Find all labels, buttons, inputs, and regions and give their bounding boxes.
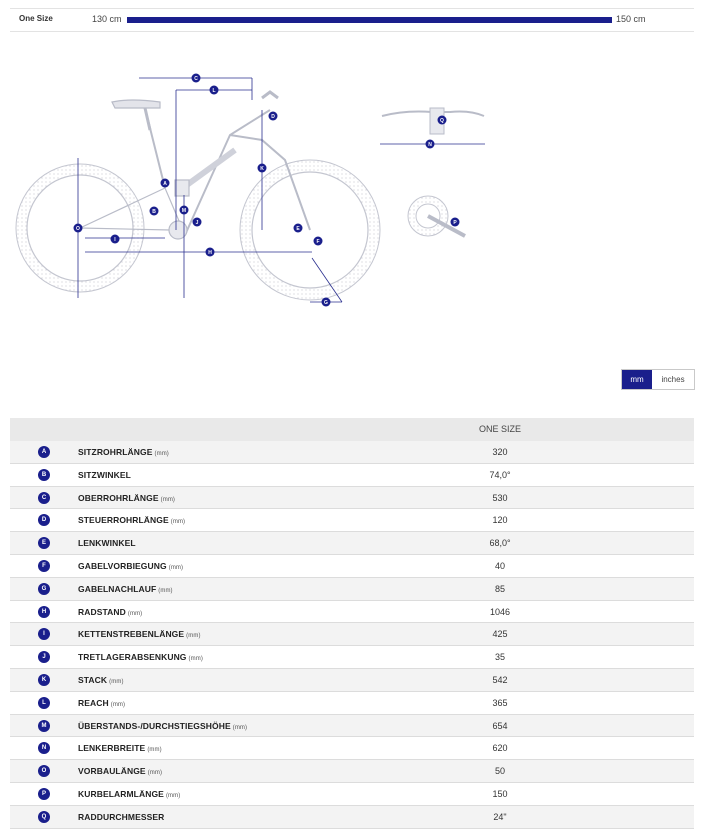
measurement-value: 35 — [494, 652, 505, 663]
chainring-drawing — [408, 196, 465, 236]
row-letter-badge: L — [38, 697, 50, 709]
measurement-value: 654 — [492, 720, 508, 731]
measurement-label: GABELNACHLAUF — [78, 583, 157, 594]
measurement-value: 542 — [492, 674, 508, 685]
row-letter-badge: C — [38, 492, 50, 504]
measurement-value: 425 — [492, 629, 508, 640]
dimension-badge-a — [161, 179, 170, 188]
measurement-label: TRETLAGERABSENKUNG — [78, 652, 187, 663]
table-row — [10, 441, 694, 464]
table-header — [10, 418, 694, 441]
size-min-label: 130 cm — [92, 14, 122, 24]
dimension-badge-d — [269, 112, 278, 121]
dimension-badge-e — [294, 224, 303, 233]
dimension-badge-o — [74, 224, 83, 233]
measurement-name — [78, 812, 164, 822]
size-range-bar — [10, 8, 694, 32]
table-row — [10, 646, 694, 669]
measurement-unit: (mm) — [232, 724, 248, 731]
measurement-label: STEUERROHRLÄNGE — [78, 515, 169, 526]
row-letter-badge: K — [38, 674, 50, 686]
row-letter-badge: I — [38, 628, 50, 640]
dimension-badge-n — [426, 140, 435, 149]
measurement-label: RADSTAND — [78, 606, 126, 617]
measurement-unit: (mm) — [188, 656, 203, 663]
measurement-label: SITZWINKEL — [78, 469, 131, 480]
svg-text:I: I — [114, 236, 116, 243]
size-label: One Size — [19, 14, 53, 23]
measurement-value: 24" — [493, 811, 507, 822]
table-row — [10, 783, 694, 806]
svg-text:D: D — [271, 113, 275, 120]
measurement-label: LENKERBREITE — [78, 743, 146, 754]
table-row — [10, 487, 694, 510]
svg-text:M: M — [181, 207, 187, 214]
table-row — [10, 692, 694, 715]
measurement-value: 50 — [494, 766, 505, 777]
table-row — [10, 578, 694, 601]
svg-text:J: J — [195, 219, 199, 226]
measurement-value: 320 — [492, 447, 508, 457]
measurement-name — [78, 561, 183, 571]
row-letter-badge: O — [38, 765, 50, 777]
row-letter-badge: Q — [38, 811, 50, 823]
measurement-name — [78, 629, 201, 639]
row-letter-badge: D — [38, 514, 50, 526]
svg-text:B: B — [152, 208, 156, 215]
dimension-badge-q — [438, 116, 447, 125]
table-row — [10, 715, 694, 738]
measurement-value: 1046 — [489, 606, 511, 617]
unit-mm-button[interactable]: mm — [622, 370, 652, 389]
measurement-unit: (mm) — [158, 587, 173, 594]
measurement-unit: (mm) — [154, 451, 169, 457]
measurement-unit: (mm) — [127, 610, 143, 617]
table-row — [10, 737, 694, 760]
dimension-badge-h — [206, 248, 215, 257]
table-body — [10, 441, 694, 829]
svg-text:Q: Q — [440, 117, 444, 124]
size-track — [127, 17, 612, 23]
measurement-label: ÜBERSTANDS-/DURCHSTIEGSHÖHE — [78, 720, 231, 731]
row-letter-badge: E — [38, 537, 50, 549]
measurement-value: 40 — [494, 560, 505, 571]
row-letter-badge: G — [38, 583, 50, 595]
dimension-badge-g — [322, 298, 331, 307]
measurement-name — [78, 743, 162, 753]
row-letter-badge: N — [38, 742, 50, 754]
row-letter-badge: M — [38, 720, 50, 732]
svg-text:O: O — [76, 225, 80, 232]
measurement-label: OBERROHRLÄNGE — [78, 492, 159, 503]
dimension-badge-c — [192, 74, 201, 83]
measurement-name — [78, 721, 247, 731]
table-row — [10, 555, 694, 578]
measurement-label: STACK — [78, 674, 108, 685]
table-row — [10, 464, 694, 487]
svg-text:G: G — [324, 299, 328, 306]
measurement-unit: (mm) — [147, 770, 163, 777]
dimension-badge-b — [150, 207, 159, 216]
measurement-unit: (mm) — [110, 701, 126, 708]
dimension-badge-k — [258, 164, 267, 173]
measurement-unit: (mm) — [168, 564, 184, 571]
dimension-badge-p — [451, 218, 460, 227]
size-column-header: ONE SIZE — [478, 424, 521, 434]
measurement-value: 150 — [492, 788, 508, 799]
measurement-name — [78, 789, 180, 799]
row-letter-badge: H — [38, 606, 50, 618]
bike-geometry-diagram — [0, 40, 705, 370]
measurement-label: REACH — [78, 697, 109, 708]
dimension-badge-i — [111, 235, 120, 244]
row-letter-badge: P — [38, 788, 50, 800]
table-row — [10, 601, 694, 624]
row-letter-badge: F — [38, 560, 50, 572]
measurement-label: KURBELARMLÄNGE — [78, 788, 164, 799]
svg-text:C: C — [194, 75, 198, 82]
svg-text:F: F — [316, 238, 320, 245]
row-letter-badge: A — [38, 446, 50, 458]
table-row — [10, 623, 694, 646]
svg-text:H: H — [208, 249, 212, 256]
geometry-table — [10, 418, 694, 829]
unit-inches-button[interactable]: inches — [652, 370, 694, 389]
measurement-name — [78, 538, 136, 548]
measurement-unit: (mm) — [160, 496, 176, 503]
measurement-unit: (mm) — [165, 792, 181, 799]
measurement-name — [78, 493, 175, 503]
svg-text:P: P — [453, 219, 457, 226]
measurement-label: LENKWINKEL — [78, 538, 136, 549]
measurement-value: 365 — [492, 697, 508, 708]
svg-text:K: K — [260, 165, 264, 172]
size-fill — [127, 17, 612, 23]
handlebar-drawing — [382, 108, 484, 134]
measurement-value: 120 — [492, 515, 508, 526]
measurement-name — [78, 652, 203, 662]
table-row — [10, 532, 694, 555]
unit-toggle[interactable] — [621, 369, 695, 390]
measurement-name — [78, 675, 124, 685]
dimension-badge-m — [180, 206, 189, 215]
measurement-name — [78, 766, 162, 776]
size-max-label: 150 cm — [616, 14, 646, 24]
measurement-unit: (mm) — [109, 678, 124, 685]
measurement-name — [78, 447, 169, 457]
measurement-unit: (mm) — [186, 633, 201, 640]
svg-text:A: A — [163, 180, 167, 187]
measurement-name — [78, 584, 173, 594]
measurement-value: 620 — [492, 743, 508, 754]
measurement-label: KETTENSTREBENLÄNGE — [78, 629, 185, 640]
table-row — [10, 669, 694, 692]
table-row — [10, 509, 694, 532]
table-row — [10, 806, 694, 829]
table-row — [10, 760, 694, 783]
measurement-name — [78, 515, 185, 525]
row-letter-badge: J — [38, 651, 50, 663]
measurement-unit: (mm) — [170, 519, 186, 526]
measurement-value: 74,0° — [489, 469, 511, 480]
measurement-unit: (mm) — [147, 747, 162, 754]
measurement-label: VORBAULÄNGE — [78, 766, 146, 777]
measurement-name — [78, 470, 131, 480]
dimension-badge-f — [314, 237, 323, 246]
bike-drawing — [16, 92, 380, 300]
measurement-name — [78, 698, 125, 708]
svg-text:L: L — [212, 87, 216, 94]
svg-text:N: N — [428, 141, 432, 148]
measurement-label: RADDURCHMESSER — [78, 811, 165, 822]
measurement-label: SITZROHRLÄNGE — [78, 447, 153, 457]
measurement-value: 85 — [494, 583, 505, 594]
measurement-label: GABELVORBIEGUNG — [78, 560, 167, 571]
measurement-value: 68,0° — [489, 538, 511, 549]
measurement-name — [78, 607, 142, 617]
row-letter-badge: B — [38, 469, 50, 481]
svg-text:E: E — [296, 225, 300, 232]
dimension-badge-l — [210, 86, 219, 95]
dimension-badge-j — [193, 218, 202, 227]
measurement-value: 530 — [492, 492, 508, 503]
